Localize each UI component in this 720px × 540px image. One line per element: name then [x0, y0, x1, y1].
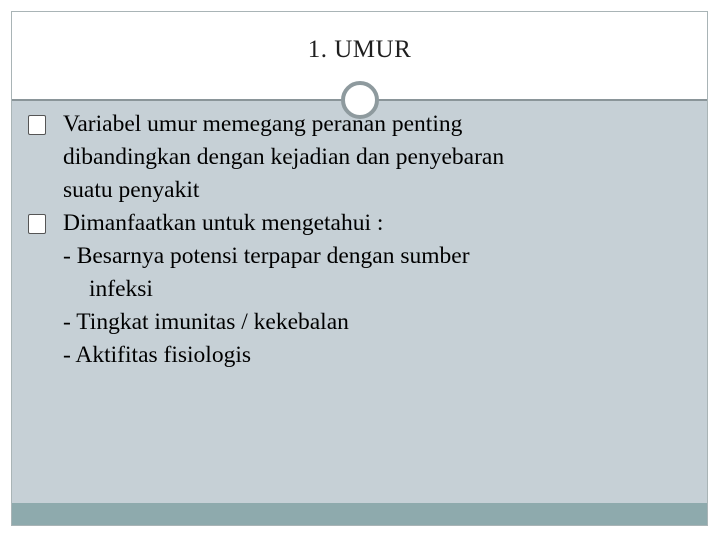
sub-item: - Tingkat imunitas / kekebalan: [63, 309, 349, 335]
bullet-line: Dimanfaatkan untuk mengetahui :: [63, 210, 384, 236]
bullet-box-icon: [28, 115, 46, 135]
bullet-line: dibandingkan dengan kejadian dan penyebaran: [63, 144, 505, 170]
sub-item-continuation: infeksi: [89, 276, 153, 302]
bullet-item: [28, 207, 668, 240]
bullet-box-icon: [28, 214, 46, 234]
bullet-line: Variabel umur memegang peranan penting: [63, 111, 463, 137]
bullet-item: [28, 108, 668, 207]
body-text: [28, 108, 668, 372]
sub-item: - Besarnya potensi terpapar dengan sumber: [63, 243, 470, 269]
footer-bar: [12, 503, 707, 525]
sub-item: - Aktifitas fisiologis: [63, 342, 251, 368]
bullet-line: suatu penyakit: [63, 177, 200, 203]
slide-title: 1. UMUR: [307, 36, 412, 63]
sub-list: [28, 240, 668, 372]
